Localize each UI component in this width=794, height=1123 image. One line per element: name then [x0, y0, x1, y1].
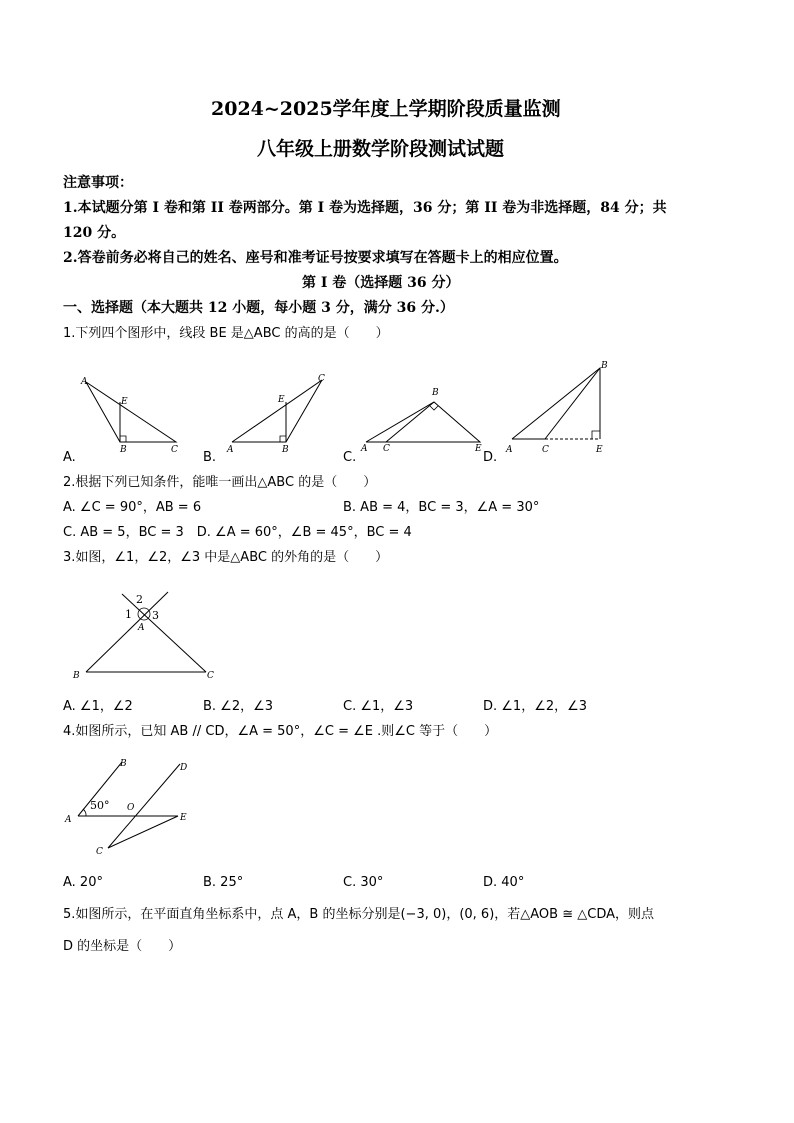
q4-label-e: E — [180, 813, 187, 823]
q4-figure — [62, 752, 212, 860]
q2-option-a[interactable]: A. ∠C = 90°，AB = 6 — [63, 500, 202, 515]
q1b-label-e: E — [278, 395, 285, 405]
q4-option-b[interactable]: B. 25° — [203, 875, 244, 890]
q1c-label-a: A — [361, 444, 368, 452]
q4-label-d: D — [180, 763, 188, 773]
q1d-label-e: E — [596, 445, 603, 454]
q1b-label-b: B — [282, 445, 289, 452]
q1-option-d[interactable]: D. — [483, 450, 498, 465]
question-3-stem: 3.如图，∠1，∠2，∠3 中是△ABC 的外角的是（ ） — [63, 550, 389, 565]
q1-figure-d — [500, 356, 615, 454]
q4-label-c: C — [96, 847, 103, 857]
q4-option-c[interactable]: C. 30° — [343, 875, 384, 890]
notice-item-1-cont: 120 分。 — [63, 225, 126, 241]
q1-option-a[interactable]: A. — [63, 450, 76, 465]
q3-label-a: A — [138, 623, 145, 633]
q1-option-b[interactable]: B. — [203, 450, 217, 465]
q1c-label-c: C — [383, 444, 390, 452]
q4-option-d[interactable]: D. 40° — [483, 875, 525, 890]
q1d-label-b: B — [601, 361, 608, 371]
q4-angle-50: 50° — [90, 799, 110, 812]
q1d-label-c: C — [542, 445, 549, 454]
q1c-label-b: B — [432, 388, 439, 398]
exam-subtitle: 八年级上册数学阶段测试试题 — [257, 138, 505, 160]
notice-item-2: 2.答卷前务必将自己的姓名、座号和准考证号按要求填写在答题卡上的相应位置。 — [63, 250, 568, 266]
question-4-stem: 4.如图所示，已知 AB // CD，∠A = 50°，∠C = ∠E .则∠C 等于（ ） — [63, 724, 498, 739]
q3-label-c: C — [207, 671, 214, 681]
q4-label-b: B — [120, 759, 127, 769]
q1-figure-c — [358, 382, 493, 452]
q3-option-d[interactable]: D. ∠1，∠2，∠3 — [483, 699, 588, 714]
notice-heading: 注意事项： — [63, 175, 133, 191]
question-2-stem: 2.根据下列已知条件，能唯一画出△ABC 的是（ ） — [63, 475, 377, 490]
q1a-label-b: B — [120, 445, 127, 452]
question-1-stem: 1.下列四个图形中，线段 BE 是△ABC 的高的是（ ） — [63, 326, 389, 341]
q1a-label-e: E — [121, 397, 128, 407]
notice-item-1: 1.本试题分第 I 卷和第 II 卷两部分。第 I 卷为选择题，36 分；第 II 卷为非选择题，84 分；共 — [63, 200, 667, 216]
q2-option-c-d[interactable]: C. AB = 5，BC = 3 D. ∠A = 60°，∠B = 45°，BC = 4 — [63, 525, 412, 540]
q3-angle-1: 1 — [125, 608, 132, 621]
q3-option-c[interactable]: C. ∠1，∠3 — [343, 699, 414, 714]
q4-label-o: O — [127, 803, 135, 813]
q3-option-b[interactable]: B. ∠2，∠3 — [203, 699, 274, 714]
q3-option-a[interactable]: A. ∠1，∠2 — [63, 699, 133, 714]
q4-option-a[interactable]: A. 20° — [63, 875, 103, 890]
q3-figure — [66, 588, 226, 682]
q1-figure-a — [76, 372, 188, 452]
q2-option-b[interactable]: B. AB = 4，BC = 3，∠A = 30° — [343, 500, 540, 515]
q1b-label-a: A — [227, 445, 234, 452]
q1b-label-c: C — [318, 374, 325, 384]
q1a-label-c: C — [171, 445, 178, 452]
section-heading: 一、选择题（本大题共 12 小题，每小题 3 分，满分 36 分.） — [63, 300, 454, 316]
q1-option-c[interactable]: C. — [343, 450, 357, 465]
q3-angle-2: 2 — [136, 593, 143, 606]
q1c-label-e: E — [475, 444, 482, 452]
q3-angle-3: 3 — [152, 609, 159, 622]
question-5-stem: 5.如图所示，在平面直角坐标系中，点 A，B 的坐标分别是(−3, 0)，(0, 6)，若△AOB ≅ △CDA，则点 — [63, 907, 654, 922]
part-1-title: 第 I 卷（选择题 36 分） — [302, 275, 460, 291]
exam-title: 2024~2025学年度上学期阶段质量监测 — [211, 98, 561, 120]
question-5-stem-cont: D 的坐标是（ ） — [63, 939, 182, 954]
q1d-label-a: A — [506, 445, 513, 454]
q1a-label-a: A — [81, 377, 88, 387]
q4-label-a: A — [65, 815, 72, 825]
q1-figure-b — [222, 372, 334, 452]
q3-label-b: B — [73, 671, 80, 681]
